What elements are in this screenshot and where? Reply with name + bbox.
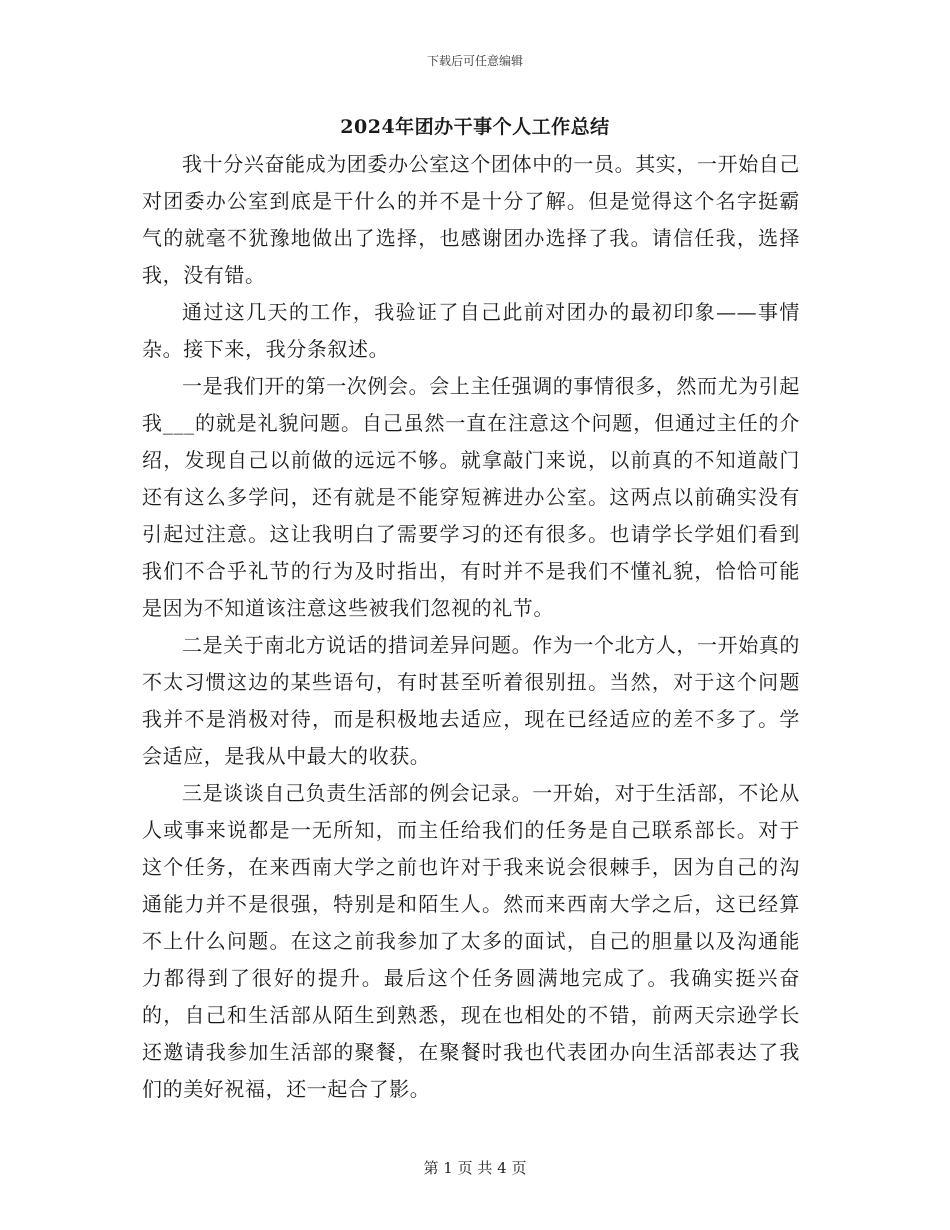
document-body (142, 146, 800, 1108)
paragraph: 一是我们开的第一次例会。会上主任强调的事情很多，然而尤为引起我___的就是礼貌问题。自己虽然一直在注意这个问题，但通过主任的介绍，发现自己以前做的远远不够。就拿敲门来说，以前真的不知道敲门还有这么多学问，还有就是不能穿短裤进办公室。这两点以前确实没有引起过注意。这让我明白了需要学习的还有很多。也请学长学姐们看到我们不合乎礼节的行为及时指出，有时并不是我们不懂礼貌，恰恰可能是因为不知道该注意这些被我们忽视的礼节。 (142, 374, 800, 620)
page-footer: 第 1 页 共 4 页 (423, 1159, 527, 1177)
header-note: 下载后可任意编辑 (426, 54, 523, 68)
paragraph: 二是关于南北方说话的措词差异问题。作为一个北方人，一开始真的不太习惯这边的某些语句，有时甚至听着很别扭。当然，对于这个问题我并不是消极对待，而是积极地去适应，现在已经适应的差不多了。学会适应，是我从中最大的收获。 (142, 633, 800, 768)
paragraph: 三是谈谈自己负责生活部的例会记录。一开始，对于生活部，不论从人或事来说都是一无所知，而主任给我们的任务是自己联系部长。对于这个任务，在来西南大学之前也许对于我来说会很棘手，因为自己的沟通能力并不是很强，特别是和陌生人。然而来西南大学之后，这已经算不上什么问题。在这之前我参加了太多的面试，自己的胆量以及沟通能力都得到了很好的提升。最后这个任务圆满地完成了。我确实挺兴奋的，自己和生活部从陌生到熟悉，现在也相处的不错，前两天宗逊学长还邀请我参加生活部的聚餐，在聚餐时我也代表团办向生活部表达了我们的美好祝福，还一起合了影。 (142, 781, 800, 1101)
paragraph: 通过这几天的工作，我验证了自己此前对团办的最初印象——事情杂。接下来，我分条叙述。 (142, 300, 800, 361)
document-title: 2024年团办干事个人工作总结 (340, 116, 610, 138)
paragraph: 我十分兴奋能成为团委办公室这个团体中的一员。其实，一开始自己对团委办公室到底是干什么的并不是十分了解。但是觉得这个名字挺霸气的就毫不犹豫地做出了选择，也感谢团办选择了我。请信任我，选择我，没有错。 (142, 152, 800, 287)
